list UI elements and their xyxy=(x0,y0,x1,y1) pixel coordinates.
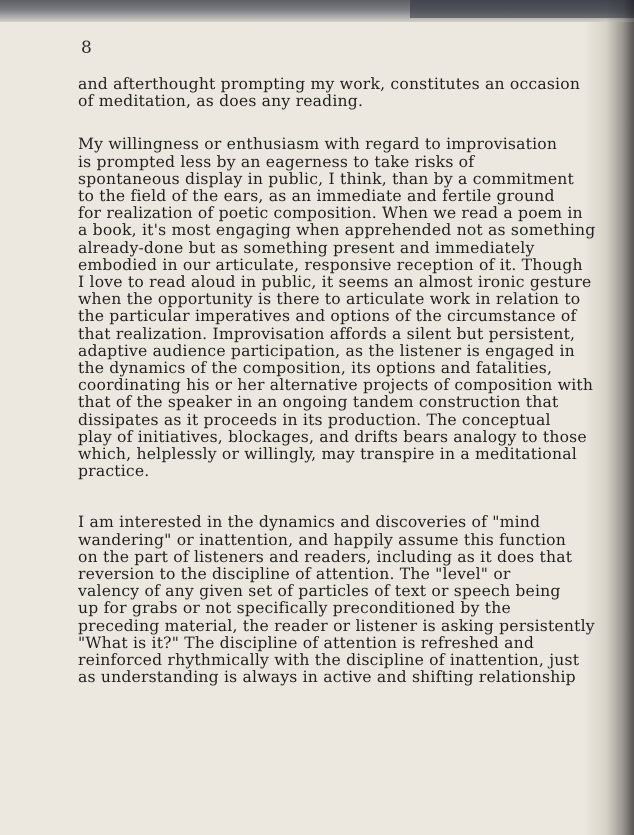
text-line: already-done but as something present and immediately xyxy=(78,238,535,257)
page-top-edge xyxy=(0,0,634,22)
text-line: reversion to the discipline of attention. The "level" or xyxy=(78,565,511,584)
text-line: when the opportunity is there to articulate work in relation to xyxy=(78,290,581,309)
page-number: 8 xyxy=(81,38,93,58)
paragraph-1 xyxy=(78,76,606,110)
text-line: wandering" or inattention, and happily assume this function xyxy=(78,530,566,549)
text-line: for realization of poetic composition. When we read a poem in xyxy=(78,204,583,223)
text-line: play of initiatives, blockages, and drifts bears analogy to those xyxy=(78,427,587,446)
text-line: on the part of listeners and readers, including as it does that xyxy=(78,547,573,566)
text-line: of meditation, as does any reading. xyxy=(78,92,364,111)
body-text xyxy=(78,76,606,687)
text-line: adaptive audience participation, as the listener is engaged in xyxy=(78,341,575,360)
text-line: and afterthought prompting my work, constitutes an occasion xyxy=(78,75,581,93)
text-line: valency of any given set of particles of text or speech being xyxy=(78,582,561,601)
paragraph-2 xyxy=(78,136,606,480)
text-line: as understanding is always in active and shifting relationship xyxy=(78,668,576,687)
text-line: up for grabs or not specifically preconditioned by the xyxy=(78,599,511,618)
text-line: to the field of the ears, as an immediate and fertile ground xyxy=(78,187,555,206)
text-line: coordinating his or her alternative projects of composition with xyxy=(78,376,594,395)
text-line: dissipates as it proceeds in its production. The conceptual xyxy=(78,410,551,429)
text-line: "What is it?" The discipline of attention is refreshed and xyxy=(78,633,535,652)
text-line: the particular imperatives and options of the circumstance of xyxy=(78,307,577,326)
page-gutter-shadow xyxy=(606,0,634,835)
text-line: spontaneous display in public, I think, than by a commitment xyxy=(78,169,574,188)
text-line: preceding material, the reader or listener is asking persistently xyxy=(78,616,595,635)
text-line: embodied in our articulate, responsive reception of it. Though xyxy=(78,255,583,274)
text-line: My willingness or enthusiasm with regard to improvisation xyxy=(78,135,558,154)
text-line: I love to read aloud in public, it seems an almost ironic gesture xyxy=(78,273,592,292)
paragraph-3 xyxy=(78,514,606,686)
text-line: a book, it's most engaging when apprehended not as something xyxy=(78,221,596,240)
text-line: the dynamics of the composition, its options and fatalities, xyxy=(78,359,553,378)
text-line: is prompted less by an eagerness to take risks of xyxy=(78,152,475,171)
text-line: I am interested in the dynamics and discoveries of "mind xyxy=(78,513,541,532)
text-line: that realization. Improvisation affords a silent but persistent, xyxy=(78,324,576,343)
text-line: which, helplessly or willingly, may transpire in a meditational xyxy=(78,445,577,464)
text-line: reinforced rhythmically with the discipline of inattention, just xyxy=(78,651,580,670)
text-line: that of the speaker in an ongoing tandem construction that xyxy=(78,393,559,412)
text-line: practice. xyxy=(78,462,150,481)
